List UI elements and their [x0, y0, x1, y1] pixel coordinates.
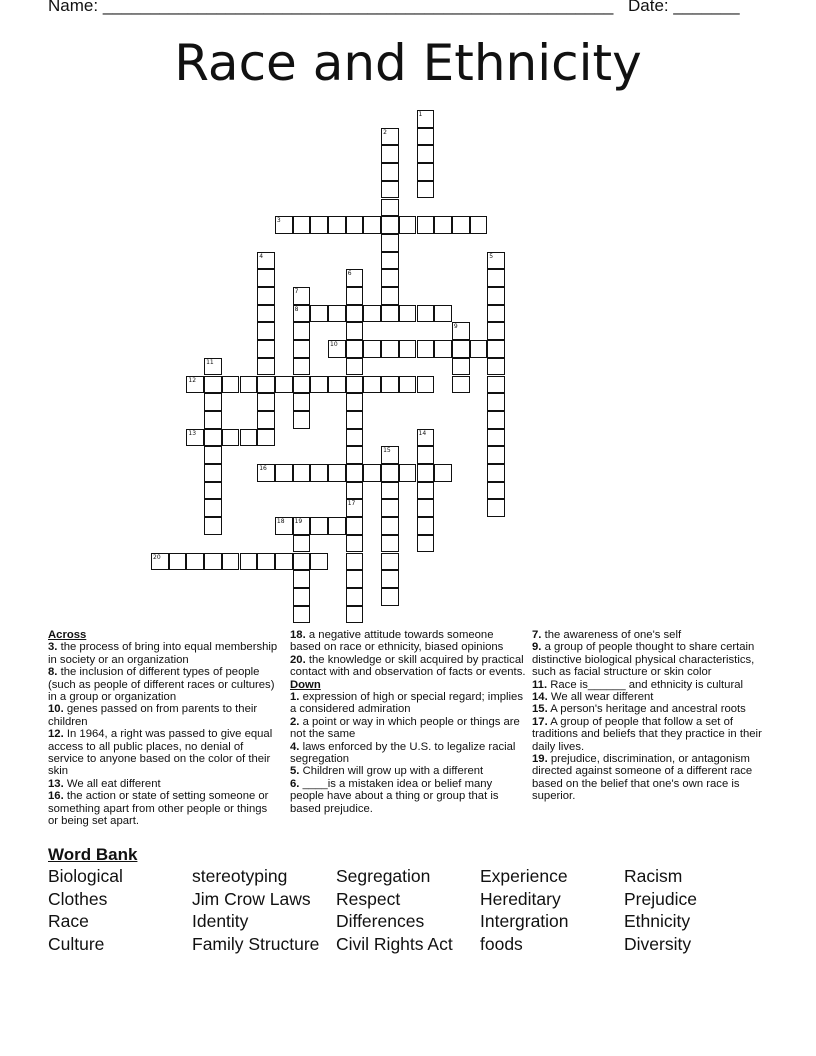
grid-cell[interactable]	[293, 340, 311, 358]
grid-cell[interactable]	[310, 553, 328, 571]
word-bank-item: Family Structure	[192, 934, 320, 955]
grid-cell[interactable]	[487, 429, 505, 447]
grid-cell[interactable]	[381, 340, 399, 358]
grid-cell[interactable]	[346, 446, 364, 464]
clue-number: 20	[153, 553, 161, 561]
grid-cell[interactable]	[417, 464, 435, 482]
clue-number: 13	[188, 429, 197, 437]
grid-cell[interactable]	[328, 216, 346, 234]
grid-cell[interactable]	[310, 464, 328, 482]
grid-cell[interactable]	[381, 287, 399, 305]
grid-cell[interactable]	[275, 216, 293, 234]
grid-cell[interactable]	[257, 322, 275, 340]
grid-cell[interactable]	[346, 517, 364, 535]
grid-cell[interactable]	[293, 464, 311, 482]
clue-down-7: 7. the awareness of one's self	[532, 629, 682, 641]
grid-cell[interactable]	[293, 376, 311, 394]
grid-cell[interactable]	[346, 216, 364, 234]
grid-cell[interactable]	[399, 340, 417, 358]
word-bank-item: Race	[48, 911, 89, 932]
grid-cell[interactable]	[346, 358, 364, 376]
grid-cell[interactable]	[381, 482, 399, 500]
grid-cell[interactable]	[452, 322, 470, 340]
grid-cell[interactable]	[346, 553, 364, 571]
grid-cell[interactable]	[470, 340, 488, 358]
clue-number: 11	[206, 358, 214, 366]
page-title: Race and Ethnicity	[174, 34, 642, 92]
grid-cell[interactable]	[381, 535, 399, 553]
clues-col-1	[48, 629, 280, 828]
clues-col-3	[532, 629, 770, 803]
grid-cell[interactable]	[257, 287, 275, 305]
grid-cell[interactable]	[293, 216, 311, 234]
grid-cell[interactable]	[257, 393, 275, 411]
grid-cell[interactable]	[381, 269, 399, 287]
clue-across-3: 3. the process of bring into equal membership in society or an organization	[48, 641, 278, 666]
grid-cell[interactable]	[204, 393, 222, 411]
grid-cell[interactable]	[487, 499, 505, 517]
grid-cell[interactable]	[293, 588, 311, 606]
grid-cell[interactable]	[257, 305, 275, 323]
grid-cell[interactable]	[381, 305, 399, 323]
grid-cell[interactable]	[346, 322, 364, 340]
clue-number: 10	[330, 341, 338, 349]
word-bank-item: Prejudice	[624, 888, 697, 909]
word-bank-item: Biological	[48, 866, 123, 886]
clues-col-2	[290, 629, 526, 815]
grid-cell[interactable]	[399, 464, 417, 482]
clue-down-11: 11. Race is______ and ethnicity is cultural	[532, 678, 744, 691]
grid-cell[interactable]	[487, 482, 505, 500]
grid-cell[interactable]	[222, 429, 240, 447]
grid-cell[interactable]	[257, 553, 275, 571]
grid-cell[interactable]	[169, 553, 187, 571]
grid-cell[interactable]	[240, 553, 258, 571]
grid-cell[interactable]	[363, 340, 381, 358]
clue-number: 15	[383, 447, 391, 455]
grid-cell[interactable]	[222, 553, 240, 571]
grid-cell[interactable]	[363, 376, 381, 394]
word-bank-item: Ethnicity	[624, 911, 691, 932]
grid-cell[interactable]	[204, 517, 222, 535]
grid-cell[interactable]	[487, 393, 505, 411]
grid-cell[interactable]	[293, 393, 311, 411]
grid-cell[interactable]	[417, 482, 435, 500]
clue-number: 7	[294, 288, 299, 295]
grid-cell[interactable]	[328, 340, 346, 358]
grid-cell[interactable]	[204, 446, 222, 464]
clue-across-20: 20. the knowledge or skill acquired by practical contact with and observation of facts or events.	[290, 653, 526, 679]
grid-cell[interactable]	[328, 376, 346, 394]
grid-cell[interactable]	[417, 535, 435, 553]
grid-cell[interactable]	[346, 499, 364, 517]
grid-cell[interactable]	[275, 517, 293, 535]
grid-cell[interactable]	[417, 517, 435, 535]
grid-cell[interactable]	[434, 216, 452, 234]
clue-down-19: 19. prejudice, discrimination, or antagonism directed against someone of a different race based on the belief that one's own race is superior.	[532, 753, 753, 803]
grid-cell[interactable]	[487, 269, 505, 287]
grid-cell[interactable]	[293, 305, 311, 323]
grid-cell[interactable]	[293, 322, 311, 340]
grid-cell[interactable]	[346, 535, 364, 553]
clue-number: 2	[383, 128, 387, 136]
clue-number: 18	[276, 518, 285, 526]
grid-cell[interactable]	[257, 429, 275, 447]
clue-number: 9	[453, 323, 458, 331]
grid-cell[interactable]	[381, 181, 399, 199]
grid-cell[interactable]	[381, 499, 399, 517]
clue-down-15: 15. A person's heritage and ancestral roots	[532, 703, 746, 716]
grid-cell[interactable]	[417, 499, 435, 517]
grid-cell[interactable]	[204, 464, 222, 482]
grid-cell[interactable]	[257, 269, 275, 287]
grid-cell[interactable]	[417, 145, 435, 163]
clue-down-14: 14. We all wear different	[532, 691, 654, 704]
grid-cell[interactable]	[434, 340, 452, 358]
grid-cell[interactable]	[417, 110, 435, 128]
grid-cell[interactable]	[293, 606, 311, 624]
clue-down-1: 1. expression of high or special regard; implies a considered admiration	[290, 691, 523, 716]
grid-cell[interactable]	[310, 376, 328, 394]
clue-across-16: 16. the action or state of setting someone or something apart from other people or things or being set apart.	[48, 790, 269, 828]
across-heading: Across	[48, 629, 87, 641]
grid-cell[interactable]	[310, 216, 328, 234]
grid-cell[interactable]	[487, 446, 505, 464]
grid-cell[interactable]	[328, 464, 346, 482]
clue-across-10: 10. genes passed on from parents to their children	[48, 703, 258, 728]
grid-cell[interactable]	[293, 570, 311, 588]
grid-cell[interactable]	[381, 588, 399, 606]
grid-cell[interactable]	[293, 287, 311, 305]
word-bank-item: Civil Rights Act	[336, 934, 453, 955]
word-bank-item: Jim Crow Laws	[192, 888, 311, 909]
word-bank-item: stereotyping	[192, 866, 288, 886]
grid-cell[interactable]	[257, 340, 275, 358]
word-bank-item: Clothes	[48, 888, 108, 909]
grid-cell[interactable]	[204, 482, 222, 500]
clue-number: 4	[259, 252, 264, 260]
word-bank-item: Identity	[192, 911, 249, 932]
grid-cell[interactable]	[381, 163, 399, 181]
grid-cell[interactable]	[204, 429, 222, 447]
grid-cell[interactable]	[204, 358, 222, 376]
clue-number: 19	[294, 518, 303, 526]
grid-cell[interactable]	[293, 517, 311, 535]
clue-number: 12	[188, 376, 197, 384]
clue-number: 6	[347, 270, 352, 278]
grid-cell[interactable]	[363, 464, 381, 482]
grid-cell[interactable]	[346, 588, 364, 606]
grid-cell[interactable]	[487, 322, 505, 340]
grid-cell[interactable]	[417, 340, 435, 358]
grid-cell[interactable]	[399, 216, 417, 234]
date-blank[interactable]: _______	[673, 0, 740, 15]
word-bank-item: foods	[480, 934, 523, 955]
grid-cell[interactable]	[204, 411, 222, 429]
grid-cell[interactable]	[363, 305, 381, 323]
word-bank-item: Intergration	[480, 911, 569, 932]
grid-cell[interactable]	[452, 340, 470, 358]
clue-number: 14	[418, 429, 427, 437]
grid-cell[interactable]	[399, 305, 417, 323]
clue-number: 3	[276, 217, 281, 225]
clue-number: 8	[294, 305, 299, 313]
word-bank-item: Segregation	[336, 866, 431, 886]
clue-down-4: 4. laws enforced by the U.S. to legalize racial segregation	[290, 740, 516, 766]
grid-cell[interactable]	[417, 163, 435, 181]
grid-cell[interactable]	[346, 340, 364, 358]
word-bank-item: Racism	[624, 866, 683, 886]
grid-cell[interactable]	[434, 464, 452, 482]
word-bank-item: Respect	[336, 888, 401, 909]
word-bank-item: Hereditary	[480, 888, 561, 909]
grid-cell[interactable]	[487, 411, 505, 429]
clue-across-13: 13. We all eat different	[48, 777, 161, 790]
grid-cell[interactable]	[346, 411, 364, 429]
grid-cell[interactable]	[417, 181, 435, 199]
clue-number: 5	[489, 252, 494, 260]
grid-cell[interactable]	[487, 376, 505, 394]
grid-cell[interactable]	[381, 376, 399, 394]
grid-cell[interactable]	[381, 517, 399, 535]
grid-cell[interactable]	[240, 429, 258, 447]
grid-cell[interactable]	[257, 411, 275, 429]
grid-cell[interactable]	[293, 535, 311, 553]
date-label: Date:	[628, 0, 669, 15]
grid-cell[interactable]	[487, 305, 505, 323]
grid-cell[interactable]	[434, 305, 452, 323]
grid-cell[interactable]	[487, 358, 505, 376]
grid-cell[interactable]	[346, 464, 364, 482]
grid-cell[interactable]	[310, 305, 328, 323]
grid-cell[interactable]	[487, 340, 505, 358]
word-bank-item: Differences	[336, 911, 425, 932]
grid-cell[interactable]	[293, 553, 311, 571]
grid-cell[interactable]	[363, 216, 381, 234]
grid-cell[interactable]	[310, 517, 328, 535]
grid-cell[interactable]	[346, 606, 364, 624]
clue-down-2: 2. a point or way in which people or things are not the same	[290, 715, 520, 741]
grid-cell[interactable]	[346, 429, 364, 447]
grid-cell[interactable]	[381, 128, 399, 146]
grid-cell[interactable]	[275, 553, 293, 571]
grid-cell[interactable]	[346, 570, 364, 588]
grid-cell[interactable]	[487, 464, 505, 482]
grid-cell[interactable]	[399, 376, 417, 394]
grid-cell[interactable]	[381, 145, 399, 163]
clue-across-8: 8. the inclusion of different types of people (such as people of different races or cultures) in a group or organization	[48, 666, 275, 704]
grid-cell[interactable]	[452, 216, 470, 234]
clue-down-17: 17. A group of people that follow a set of traditions and beliefs that they practice in their daily lives.	[532, 715, 762, 753]
down-heading: Down	[290, 678, 321, 691]
grid-cell[interactable]	[381, 234, 399, 252]
grid-cell[interactable]	[452, 358, 470, 376]
grid-cell[interactable]	[487, 252, 505, 270]
grid-cell[interactable]	[204, 553, 222, 571]
grid-cell[interactable]	[151, 553, 169, 571]
grid-cell[interactable]	[346, 482, 364, 500]
clue-number: 17	[347, 500, 356, 508]
clue-across-18: 18. a negative attitude towards someone based on race or ethnicity, biased opinions	[290, 629, 504, 654]
grid-cell[interactable]	[417, 446, 435, 464]
grid-cell[interactable]	[487, 287, 505, 305]
clue-down-5: 5. Children will grow up with a different	[290, 765, 484, 778]
clue-down-9: 9. a group of people thought to share certain distinctive biological physical characteristics, such as facial structure or skin color	[532, 641, 755, 679]
grid-cell[interactable]	[186, 429, 204, 447]
grid-cell[interactable]	[381, 199, 399, 217]
grid-cell[interactable]	[275, 464, 293, 482]
clue-down-6: 6. ____is a mistaken idea or belief many people have about a thing or group that is based prejudice.	[290, 777, 499, 815]
grid-cell[interactable]	[186, 376, 204, 394]
grid-cell[interactable]	[381, 464, 399, 482]
grid-cell[interactable]	[257, 376, 275, 394]
grid-cell[interactable]	[346, 393, 364, 411]
grid-cell[interactable]	[257, 252, 275, 270]
clue-number: 1	[418, 111, 423, 118]
grid-cell[interactable]	[417, 305, 435, 323]
grid-cell[interactable]	[417, 216, 435, 234]
grid-cell[interactable]	[186, 553, 204, 571]
grid-cell[interactable]	[240, 376, 258, 394]
grid-cell[interactable]	[470, 216, 488, 234]
word-bank-item: Experience	[480, 866, 568, 886]
grid-cell[interactable]	[346, 269, 364, 287]
grid-cell[interactable]	[381, 553, 399, 571]
word-bank-title: Word Bank	[48, 845, 138, 864]
clue-across-12: 12. In 1964, a right was passed to give equal access to all public places, no denial of service to anyone based on the color of their skin	[48, 728, 273, 778]
grid-cell[interactable]	[452, 376, 470, 394]
grid-cell[interactable]	[417, 376, 435, 394]
grid-cell[interactable]	[381, 252, 399, 270]
word-bank-item: Diversity	[624, 934, 692, 955]
clue-number: 16	[259, 465, 267, 472]
grid-cell[interactable]	[328, 305, 346, 323]
grid-cell[interactable]	[381, 570, 399, 588]
grid-cell[interactable]	[257, 358, 275, 376]
grid-cell[interactable]	[222, 376, 240, 394]
grid-cell[interactable]	[381, 446, 399, 464]
grid-cell[interactable]	[346, 305, 364, 323]
grid-cell[interactable]	[417, 128, 435, 146]
grid-cell[interactable]	[381, 216, 399, 234]
grid-cell[interactable]	[275, 376, 293, 394]
grid-cell[interactable]	[346, 376, 364, 394]
name-label: Name:	[48, 0, 99, 15]
grid-cell[interactable]	[204, 499, 222, 517]
name-blank[interactable]: ______________________________________________________	[102, 0, 614, 15]
grid-cell[interactable]	[257, 464, 275, 482]
grid-cell[interactable]	[293, 411, 311, 429]
grid-cell[interactable]	[346, 287, 364, 305]
grid-cell[interactable]	[328, 517, 346, 535]
grid-cell[interactable]	[293, 358, 311, 376]
word-bank-item: Culture	[48, 934, 105, 955]
grid-cell[interactable]	[204, 376, 222, 394]
grid-cell[interactable]	[417, 429, 435, 447]
